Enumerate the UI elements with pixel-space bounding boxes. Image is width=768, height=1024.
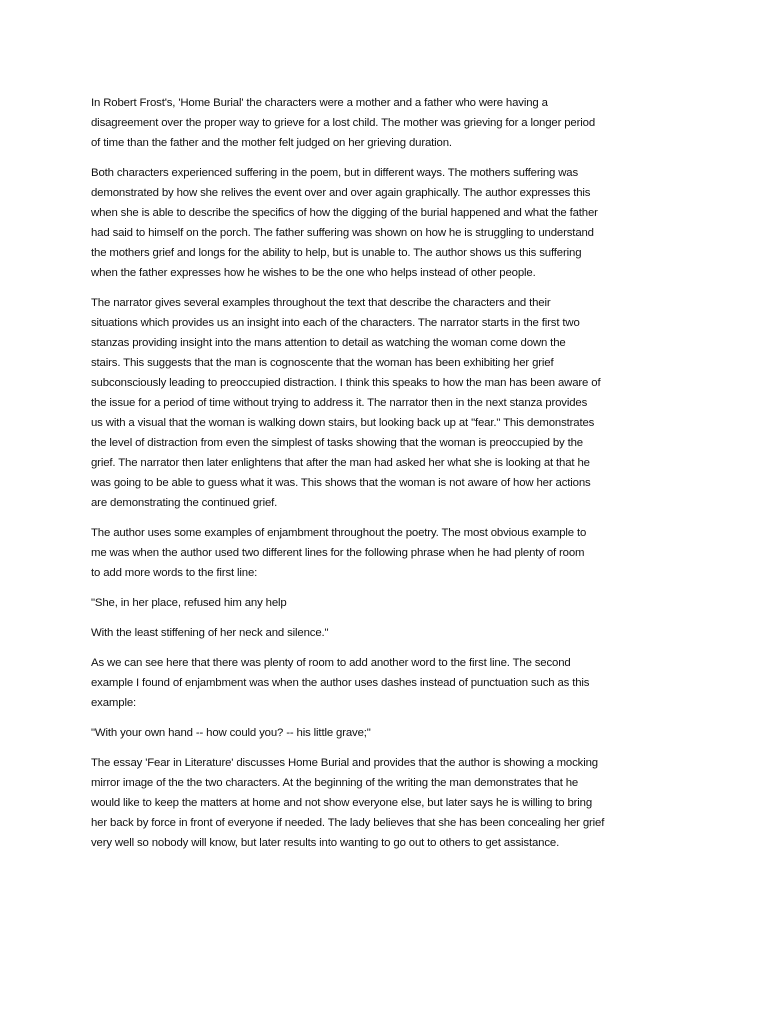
paragraph [91, 753, 716, 853]
text-line: subconsciously leading to preoccupied distraction. I think this speaks to how the man has been aware of [91, 377, 601, 389]
paragraph [91, 593, 716, 613]
text-line: the level of distraction from even the simplest of tasks showing that the woman is preoccupied by the [91, 437, 583, 449]
text-line: stairs. This suggests that the man is cognoscente that the woman has been exhibiting her grief [91, 357, 554, 369]
text-line: the issue for a period of time without trying to address it. The narrator then in the next stanza provides [91, 397, 588, 409]
text-line: are demonstrating the continued grief. [91, 497, 278, 509]
text-line: In Robert Frost's, 'Home Burial' the characters were a mother and a father who were having a [91, 97, 548, 109]
text-line: example I found of enjambment was when the author uses dashes instead of punctuation such as this [91, 677, 590, 689]
text-line: when the father expresses how he wishes to be the one who helps instead of other people. [91, 267, 536, 279]
text-line: The author uses some examples of enjambment throughout the poetry. The most obvious example to [91, 527, 587, 539]
text-line: As we can see here that there was plenty of room to add another word to the first line. The second [91, 657, 571, 669]
text-line: "She, in her place, refused him any help [91, 597, 287, 609]
paragraph [91, 623, 716, 643]
document-body [91, 93, 716, 863]
text-line: stanzas providing insight into the mans attention to detail as watching the woman come down the [91, 337, 566, 349]
paragraph [91, 723, 716, 743]
text-line: Both characters experienced suffering in the poem, but in different ways. The mothers suffering was [91, 167, 579, 179]
text-line: her back by force in front of everyone if needed. The lady believes that she has been concealing her grief [91, 817, 605, 829]
text-line: us with a visual that the woman is walking down stairs, but looking back up at "fear." This demonstrates [91, 417, 595, 429]
paragraph [91, 653, 716, 713]
text-line: The narrator gives several examples throughout the text that describe the characters and their [91, 297, 551, 309]
text-line: to add more words to the first line: [91, 567, 258, 579]
text-line: had said to himself on the porch. The father suffering was shown on how he is struggling to understand [91, 227, 594, 239]
text-line: the mothers grief and longs for the ability to help, but is unable to. The author shows us this suffering [91, 247, 582, 259]
text-line: was going to be able to guess what it was. This shows that the woman is not aware of how her actions [91, 477, 591, 489]
text-line: example: [91, 697, 137, 709]
paragraph [91, 523, 716, 583]
text-line: The essay 'Fear in Literature' discusses Home Burial and provides that the author is showing a mocking [91, 757, 598, 769]
text-line: me was when the author used two different lines for the following phrase when he had plenty of room [91, 547, 585, 559]
paragraph [91, 163, 716, 283]
paragraph [91, 293, 716, 513]
text-line: of time than the father and the mother felt judged on her grieving duration. [91, 137, 452, 149]
text-line: mirror image of the the two characters. At the beginning of the writing the man demonstrates that he [91, 777, 579, 789]
paragraph [91, 93, 716, 153]
text-line: grief. The narrator then later enlightens that after the man had asked her what she is looking at that he [91, 457, 590, 469]
text-line: when she is able to describe the specifics of how the digging of the burial happened and what the father [91, 207, 598, 219]
text-line: "With your own hand -- how could you? -- his little grave;" [91, 727, 371, 739]
text-line: demonstrated by how she relives the event over and over again graphically. The author expresses this [91, 187, 591, 199]
text-line: would like to keep the matters at home and not show everyone else, but later says he is willing to bring [91, 797, 593, 809]
text-line: situations which provides us an insight into each of the characters. The narrator starts in the first two [91, 317, 580, 329]
text-line: very well so nobody will know, but later results into wanting to go out to others to get assistance. [91, 837, 560, 849]
text-line: With the least stiffening of her neck and silence." [91, 627, 329, 639]
text-line: disagreement over the proper way to grieve for a lost child. The mother was grieving for a longer period [91, 117, 595, 129]
